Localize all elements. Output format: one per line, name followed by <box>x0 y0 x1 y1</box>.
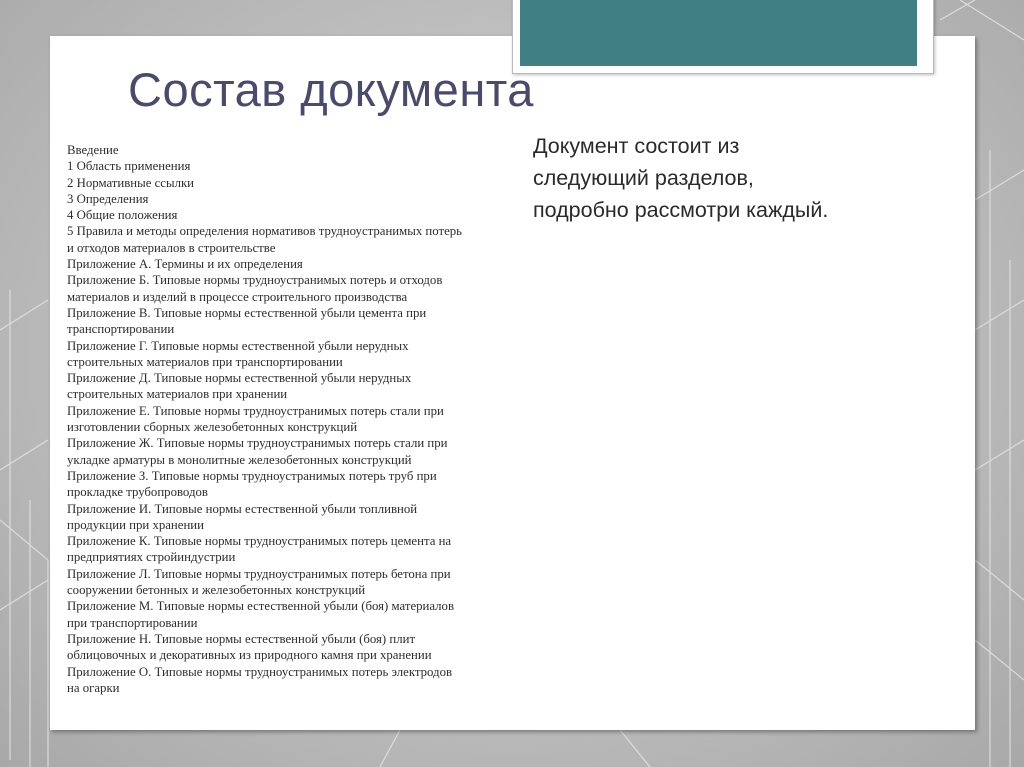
list-item: сооружении бетонных и железобетонных конструкций <box>67 583 366 598</box>
document-contents-list <box>67 142 517 696</box>
list-item: 4 Общие положения <box>67 208 178 223</box>
list-item: строительных материалов при хранении <box>67 387 288 402</box>
list-item: Приложение Н. Типовые нормы естественной убыли (боя) плит <box>67 631 416 646</box>
list-item: Приложение Б. Типовые нормы трудноустранимых потерь и отходов <box>67 273 443 288</box>
list-item: 2 Нормативные ссылки <box>67 175 195 190</box>
list-item: Приложение В. Типовые нормы естественной убыли цемента при <box>67 305 427 320</box>
list-item: 3 Определения <box>67 191 149 206</box>
list-item: изготовлении сборных железобетонных конструкций <box>67 420 358 435</box>
list-item: облицовочных и декоративных из природного камня при хранении <box>67 648 432 663</box>
list-item: Приложение Д. Типовые нормы естественной убыли нерудных <box>67 371 412 386</box>
list-item: Приложение О. Типовые нормы трудноустранимых потерь электродов <box>67 664 453 679</box>
list-item: при транспортировании <box>67 615 198 630</box>
list-item: продукции при хранении <box>67 517 204 532</box>
list-item: транспортировании <box>67 322 175 337</box>
list-item: Приложение М. Типовые нормы естественной убыли (боя) материалов <box>67 599 454 614</box>
list-item: Приложение Л. Типовые нормы трудноустранимых потерь бетона при <box>67 566 451 581</box>
description-text <box>533 130 828 226</box>
list-item: и отходов материалов в строительстве <box>67 240 276 255</box>
list-item: Приложение Ж. Типовые нормы трудноустранимых потерь стали при <box>67 436 448 451</box>
list-item: Приложение Е. Типовые нормы трудноустранимых потерь стали при <box>67 403 444 418</box>
list-item: Приложение Г. Типовые нормы естественной убыли нерудных <box>67 338 409 353</box>
description-line: следующий разделов, <box>533 166 754 190</box>
list-item: Приложение А. Термины и их определения <box>67 257 303 272</box>
list-item: Введение <box>67 143 119 157</box>
slide-title: Состав документа <box>128 63 534 116</box>
list-item: Приложение И. Типовые нормы естественной убыли топливной <box>67 501 418 516</box>
list-item: материалов и изделий в процессе строительного производства <box>67 289 408 304</box>
list-item: предприятиях стройиндустрии <box>67 550 236 565</box>
list-item: Приложение К. Типовые нормы трудноустранимых потерь цемента на <box>67 534 452 549</box>
header-accent-bar <box>520 0 917 66</box>
list-item: на огарки <box>67 680 120 695</box>
description-line: Документ состоит из <box>533 134 740 158</box>
list-item: Приложение З. Типовые нормы трудноустранимых потерь труб при <box>67 468 437 483</box>
list-item: прокладке трубопроводов <box>67 485 208 500</box>
list-item: укладке арматуры в монолитные железобетонных конструкций <box>67 452 412 467</box>
list-item: 5 Правила и методы определения нормативов трудноустранимых потерь <box>67 224 463 239</box>
list-item: строительных материалов при транспортировании <box>67 354 343 369</box>
list-item: 1 Область применения <box>67 159 191 174</box>
description-line: подробно рассмотри каждый. <box>533 198 829 222</box>
